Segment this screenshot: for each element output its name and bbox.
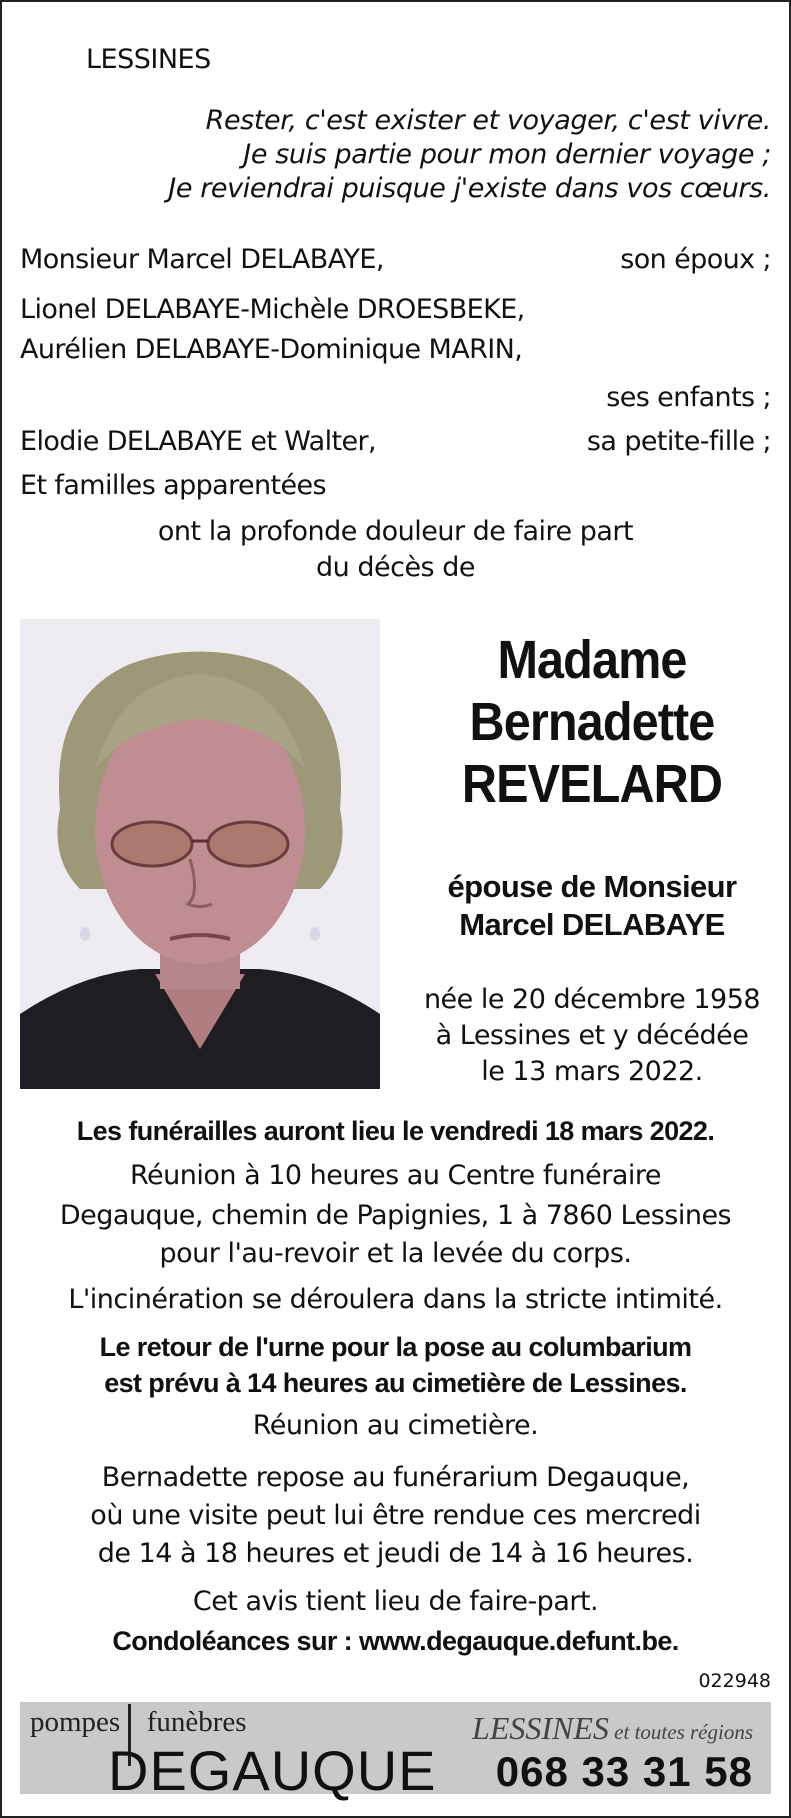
deceased-name-line: REVELARD — [461, 754, 723, 814]
family-others: Et familles apparentées — [20, 470, 327, 501]
family-children-role: ses enfants ; — [606, 382, 771, 413]
banner-funebres-word: funèbres — [146, 1706, 247, 1738]
family-husband: Monsieur Marcel DELABAYE, — [20, 244, 384, 275]
family-child: Aurélien DELABAYE-Dominique MARIN, — [20, 334, 523, 365]
funeral-meeting-line: Réunion à 10 heures au Centre funéraire — [130, 1160, 661, 1191]
banner-pompes — [30, 1706, 247, 1739]
poem — [11, 104, 771, 206]
banner-pompes-word: pompes — [30, 1706, 121, 1738]
banner-region-rest: et toutes régions — [608, 1720, 753, 1744]
banner-phone[interactable]: 068 33 31 58 — [495, 1748, 753, 1795]
funeral-meeting-line: Degauque, chemin de Papignies, 1 à 7860 Lessines — [59, 1200, 732, 1231]
announce-line: ont la profonde douleur de faire part — [157, 516, 634, 547]
family-granddaughter: Elodie DELABAYE et Walter, — [20, 426, 377, 457]
reference-number: 022948 — [698, 1670, 771, 1692]
family-granddaughter-role: sa petite-fille ; — [586, 426, 771, 457]
banner-region-town: LESSINES — [472, 1710, 609, 1746]
cemetery-meeting: Réunion au cimetière. — [252, 1410, 539, 1441]
funeral-meeting-line: pour l'au-revoir et la levée du corps. — [159, 1238, 632, 1269]
deceased-name — [402, 629, 782, 815]
condolences-link[interactable]: Condoléances sur : www.degauque.defunt.be. — [112, 1626, 679, 1656]
spouse-line: épouse de Monsieur — [447, 869, 737, 904]
urn-info-line: est prévu à 14 heures au cimetière de Lessines. — [104, 1368, 687, 1398]
deceased-name-line: Bernadette — [469, 692, 715, 752]
born-line: à Lessines et y décédée — [435, 1020, 749, 1051]
deceased-spouse — [402, 868, 782, 944]
urn-info-line: Le retour de l'urne pour la pose au columbarium — [99, 1332, 692, 1362]
visit-info-line: Bernadette repose au funérarium Degauque, — [101, 1462, 690, 1493]
spouse-line: Marcel DELABAYE — [459, 907, 725, 942]
announce-line: du décès de — [316, 552, 475, 583]
poem-line: Je suis partie pour mon dernier voyage ; — [243, 139, 771, 170]
born-line: née le 20 décembre 1958 — [423, 984, 761, 1015]
visit-info-line: de 14 à 18 heures et jeudi de 14 à 16 heures. — [97, 1538, 694, 1569]
banner-company-name: DEGAUQUE — [108, 1739, 437, 1802]
deceased-name-line: Madame — [497, 630, 687, 690]
banner-region — [472, 1710, 753, 1747]
poem-line: Rester, c'est exister et voyager, c'est vivre. — [205, 105, 771, 136]
town-heading: LESSINES — [86, 44, 211, 75]
poem-line: Je reviendrai puisque j'existe dans vos cœurs. — [168, 173, 771, 204]
born-line: le 13 mars 2022. — [481, 1056, 703, 1087]
deceased-photo — [20, 619, 380, 1089]
cremation-info: L'incinération se déroulera dans la stricte intimité. — [68, 1284, 723, 1315]
birth-death-info — [402, 982, 782, 1090]
family-child: Lionel DELABAYE-Michèle DROESBEKE, — [20, 294, 525, 325]
funeral-home-banner — [20, 1702, 771, 1802]
notice-line: Cet avis tient lieu de faire-part. — [192, 1586, 599, 1617]
funeral-date: Les funérailles auront lieu le vendredi 18 mars 2022. — [76, 1116, 715, 1146]
visit-info-line: où une visite peut lui être rendue ces mercredi — [90, 1500, 701, 1531]
family-husband-role: son époux ; — [620, 244, 771, 275]
